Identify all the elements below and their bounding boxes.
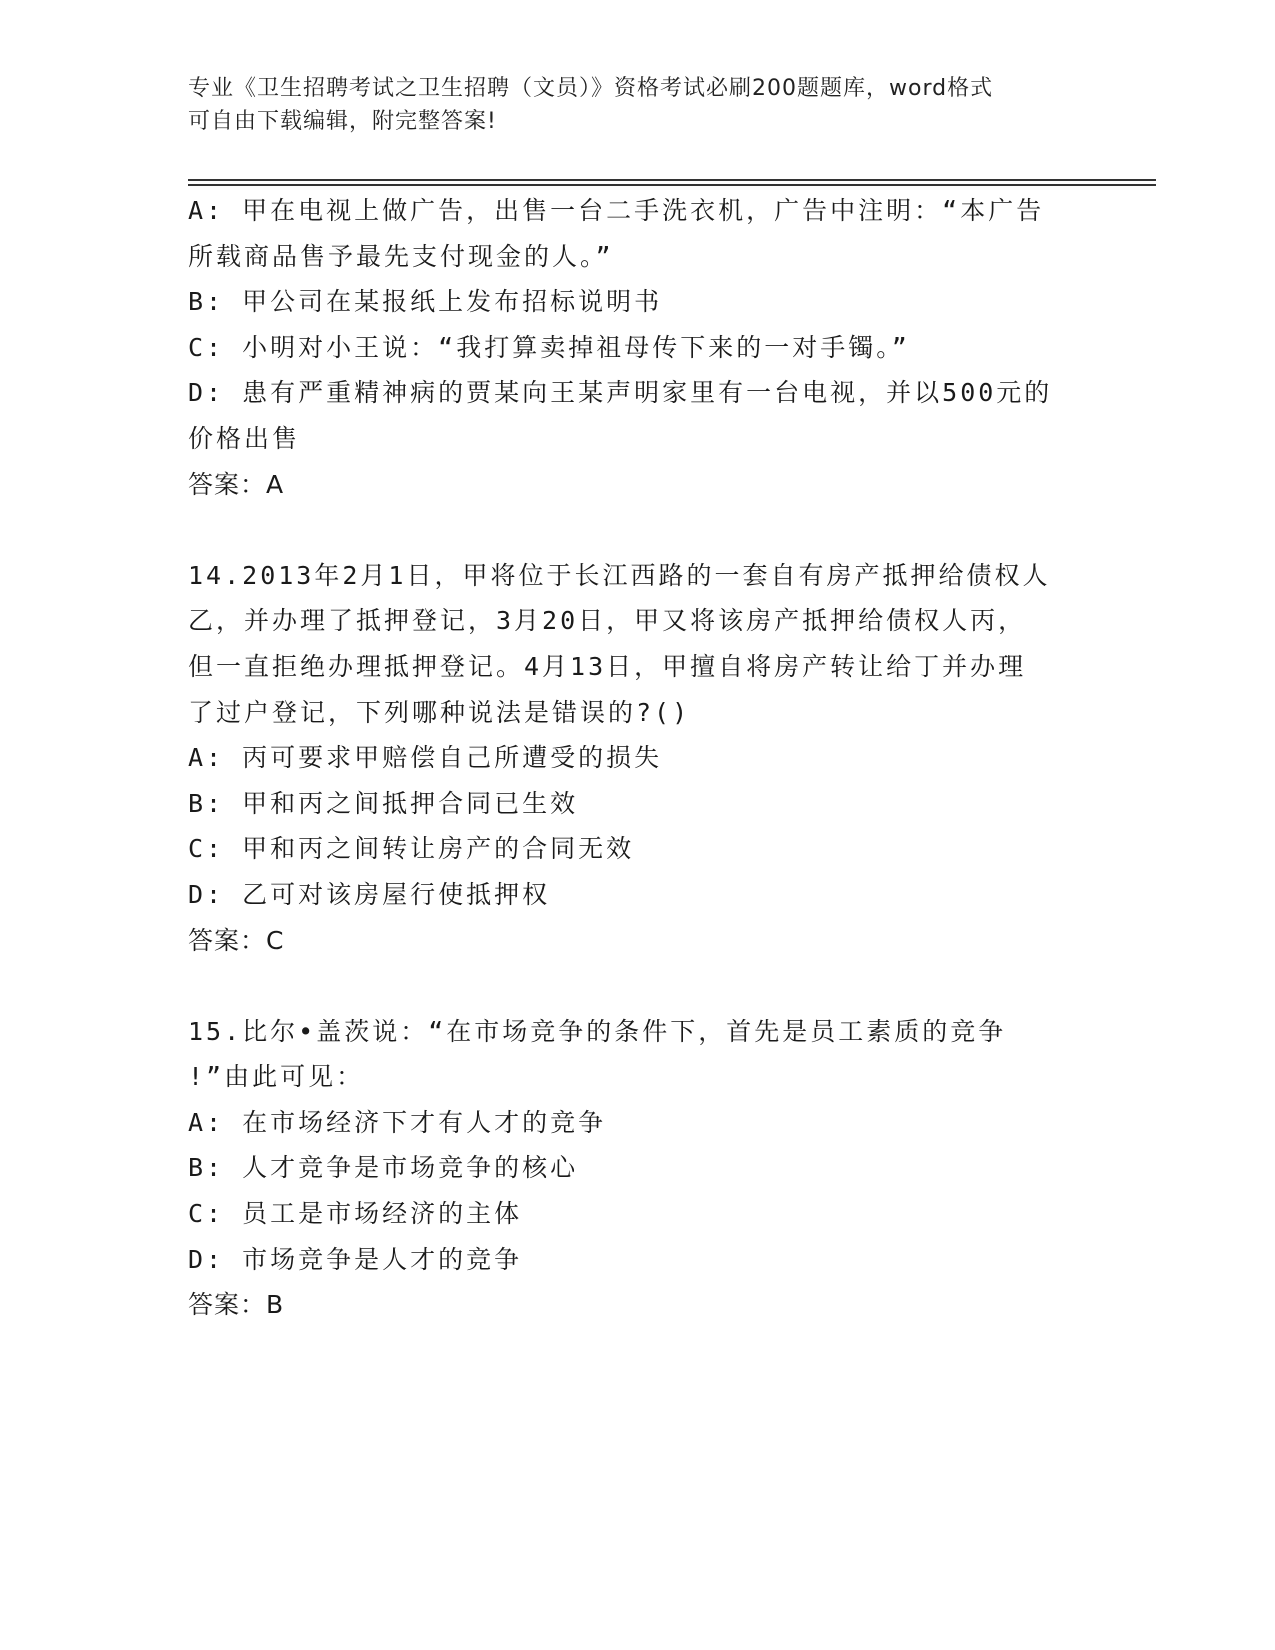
q15-answer: 答案：B [188,1290,285,1320]
header-rule-bottom [188,184,1156,186]
question-14-block [188,553,1088,963]
q13-option-a-line-2: 所载商品售予最先支付现金的人。” [188,241,614,271]
header-line-1: 专业《卫生招聘考试之卫生招聘（文员）》资格考试必刷200题题库，word格式 [188,76,994,101]
q14-stem-line-4: 了过户登记，下列哪种说法是错误的?() [188,697,691,727]
spacer [188,963,1088,1009]
q13-option-d-line-1: D: 患有严重精神病的贾某向王某声明家里有一台电视，并以500元的 [188,378,1053,408]
q15-option-c: C: 员工是市场经济的主体 [188,1199,523,1229]
header-rule-top [188,179,1156,181]
q15-stem-line-2: !”由此可见： [188,1062,365,1092]
q14-stem-line-1: 14.2013年2月1日，甲将位于长江西路的一套自有房产抵押给债权人 [188,560,1051,590]
q13-option-d-line-2: 价格出售 [188,423,301,453]
q13-option-b: B: 甲公司在某报纸上发布招标说明书 [188,287,663,317]
q13-answer: 答案：A [188,469,285,499]
q14-option-a: A: 丙可要求甲赔偿自己所遭受的损失 [188,743,663,773]
q14-option-d: D: 乙可对该房屋行使抵押权 [188,879,551,909]
q14-option-c: C: 甲和丙之间转让房产的合同无效 [188,834,635,864]
question-15-block [188,1009,1088,1328]
q15-option-b: B: 人才竞争是市场竞争的核心 [188,1153,579,1183]
q15-option-d: D: 市场竞争是人才的竞争 [188,1244,523,1274]
q15-option-a: A: 在市场经济下才有人才的竞争 [188,1107,607,1137]
header-line-2: 可自由下载编辑，附完整答案! [188,109,497,134]
q13-option-a-line-1: A: 甲在电视上做广告，出售一台二手洗衣机，广告中注明：“本广告 [188,196,1045,225]
q14-stem-line-3: 但一直拒绝办理抵押登记。4月13日，甲擅自将房产转让给丁并办理 [188,651,1027,681]
document-body [188,188,1088,1328]
document-header [188,72,1068,138]
question-13-block [188,188,1088,507]
q13-option-c: C: 小明对小王说：“我打算卖掉祖母传下来的一对手镯。” [188,332,910,362]
q15-stem-line-1: 15.比尔•盖茨说：“在市场竞争的条件下，首先是员工素质的竞争 [188,1016,1007,1046]
spacer [188,507,1088,553]
q14-option-b: B: 甲和丙之间抵押合同已生效 [188,788,579,818]
q14-stem-line-2: 乙，并办理了抵押登记，3月20日，甲又将该房产抵押给债权人丙， [188,606,1027,636]
q14-answer: 答案：C [188,925,285,955]
